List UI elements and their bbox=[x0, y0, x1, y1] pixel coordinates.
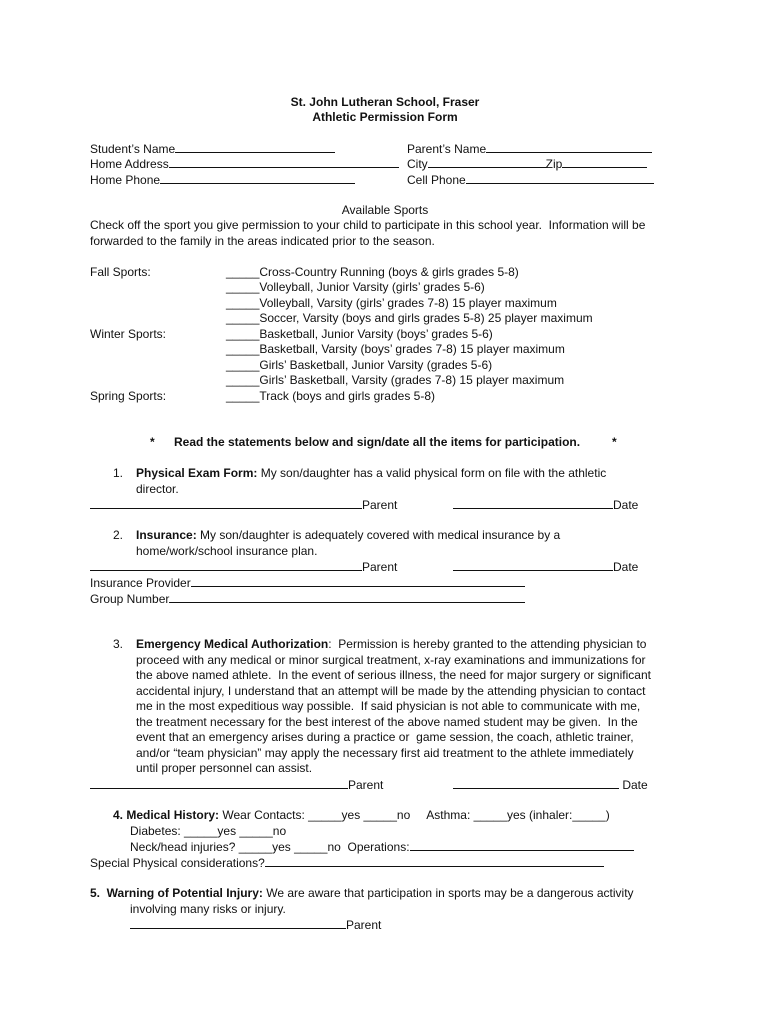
statement-1-line1: Physical Exam Form: My son/daughter has a valid physical form on file with the athletic bbox=[136, 466, 607, 480]
statement-1-title: Physical Exam Form: bbox=[136, 466, 258, 480]
statement-4-line4: Special Physical considerations? bbox=[90, 855, 604, 870]
zip-label: Zip bbox=[545, 157, 563, 171]
instruction-star-right: * bbox=[612, 435, 617, 449]
date-field-2[interactable] bbox=[453, 559, 613, 571]
statement-4-line3: Neck/head injuries? _____yes _____no Operations: bbox=[130, 839, 634, 854]
sport-item-basketball-jv[interactable]: _____Basketball, Junior Varsity (boys’ grades 5-6) bbox=[226, 327, 493, 341]
statement-5-line1: 5. Warning of Potential Injury: We are aware that participation in sports may be a dangerous activity bbox=[90, 886, 634, 900]
home-phone-row bbox=[90, 172, 355, 187]
home-address-field[interactable] bbox=[169, 156, 399, 168]
date-field-1[interactable] bbox=[453, 497, 613, 509]
group-number-label: Group Number bbox=[90, 592, 170, 606]
parent-label-1: Parent bbox=[362, 498, 398, 512]
statement-2-signature-row bbox=[90, 559, 397, 574]
spring-sports-label: Spring Sports: bbox=[90, 389, 167, 403]
statement-3-line6: the treatment necessary for the best interest of the above named student may be given. In the bbox=[136, 715, 638, 729]
statement-3-date-row bbox=[453, 777, 648, 792]
statement-3-line4: accidental injury, I understand that an attempt will be made by the attending physician to contact bbox=[136, 684, 646, 698]
parent-signature-field-3[interactable] bbox=[90, 777, 348, 789]
zip-field[interactable] bbox=[562, 156, 647, 168]
statement-3-line8: and/or “team physician” may apply the necessary first aid treatment to the athlete immediately bbox=[136, 746, 634, 760]
sports-intro-line1: Check off the sport you give permission to your child to participate in this school year. Information will be bbox=[90, 218, 646, 232]
student-name-row bbox=[90, 141, 335, 156]
home-phone-field[interactable] bbox=[160, 172, 355, 184]
sports-intro-line2: forwarded to the family in the areas indicated prior to the season. bbox=[90, 234, 435, 248]
city-field[interactable] bbox=[428, 156, 546, 168]
sport-item-cross-country[interactable]: _____Cross-Country Running (boys & girls grades 5-8) bbox=[226, 265, 519, 279]
statement-2-date-row bbox=[453, 559, 638, 574]
sport-item-soccer[interactable]: _____Soccer, Varsity (boys and girls grades 5-8) 25 player maximum bbox=[226, 311, 593, 325]
group-number-row bbox=[90, 591, 525, 606]
school-name: St. John Lutheran School, Fraser bbox=[290, 95, 480, 109]
winter-sports-label: Winter Sports: bbox=[90, 327, 167, 341]
date-label-1: Date bbox=[613, 498, 639, 512]
student-name-label: Student’s Name bbox=[90, 142, 176, 156]
date-label-2: Date bbox=[613, 560, 639, 574]
available-sports-heading: Available Sports bbox=[341, 203, 429, 217]
statement-4-line1: 4. Medical History: Wear Contacts: _____yes _____no Asthma: _____yes (inhaler:_____) bbox=[113, 808, 610, 822]
statement-3-signature-row bbox=[90, 777, 383, 792]
parent-label-5: Parent bbox=[346, 918, 382, 932]
insurance-provider-row bbox=[90, 575, 525, 590]
home-address-label: Home Address bbox=[90, 157, 169, 171]
statement-2-title: Insurance: bbox=[136, 528, 197, 542]
statement-3-line9: until proper personnel can assist. bbox=[136, 761, 313, 775]
statement-2-line1: Insurance: My son/daughter is adequately covered with medical insurance by a bbox=[136, 528, 561, 542]
sport-item-girls-basketball-jv[interactable]: _____Girls’ Basketball, Junior Varsity (grades 5-6) bbox=[226, 358, 493, 372]
statement-2-number: 2. bbox=[113, 528, 124, 542]
statement-1-date-row bbox=[453, 497, 638, 512]
home-address-row bbox=[90, 156, 399, 171]
sport-item-volleyball-varsity[interactable]: _____Volleyball, Varsity (girls’ grades 7-8) 15 player maximum bbox=[226, 296, 557, 310]
statement-3-line2: proceed with any medical or minor surgical treatment, x-ray examinations and immunizations for bbox=[136, 653, 646, 667]
insurance-provider-label: Insurance Provider bbox=[90, 576, 191, 590]
statement-4-line2: Diabetes: _____yes _____no bbox=[130, 824, 287, 838]
operations-field[interactable] bbox=[410, 839, 634, 851]
statement-5-title: 5. Warning of Potential Injury: bbox=[90, 886, 263, 900]
cell-phone-field[interactable] bbox=[466, 172, 654, 184]
sport-item-girls-basketball-varsity[interactable]: _____Girls’ Basketball, Varsity (grades 7-8) 15 player maximum bbox=[226, 373, 565, 387]
parent-signature-field-5[interactable] bbox=[130, 917, 346, 929]
parent-signature-field-2[interactable] bbox=[90, 559, 362, 571]
parent-name-row bbox=[407, 141, 652, 156]
parent-label-3: Parent bbox=[348, 778, 384, 792]
statement-3-title: Emergency Medical Authorization bbox=[136, 637, 329, 651]
city-label: City bbox=[407, 157, 428, 171]
parent-label-2: Parent bbox=[362, 560, 398, 574]
instruction-text: Read the statements below and sign/date all the items for participation. bbox=[174, 435, 581, 449]
statement-1-signature-row bbox=[90, 497, 397, 512]
city-zip-row bbox=[407, 156, 647, 171]
sport-item-basketball-varsity[interactable]: _____Basketball, Varsity (boys’ grades 7-8) 15 player maximum bbox=[226, 342, 565, 356]
statement-4-title: 4. Medical History: bbox=[113, 808, 220, 822]
group-number-field[interactable] bbox=[169, 591, 525, 603]
date-field-3[interactable] bbox=[453, 777, 619, 789]
sport-item-track[interactable]: _____Track (boys and girls grades 5-8) bbox=[226, 389, 435, 403]
statement-3-line1: Emergency Medical Authorization: Permission is hereby granted to the attending physician to bbox=[136, 637, 647, 651]
parent-name-field[interactable] bbox=[486, 141, 652, 153]
statement-3-line3: the above named athlete. In the event of serious illness, the need for major surgery or significant bbox=[136, 668, 651, 682]
parent-signature-field-1[interactable] bbox=[90, 497, 362, 509]
statement-5-line2: involving many risks or injury. bbox=[130, 902, 286, 916]
statement-2-line2: home/work/school insurance plan. bbox=[136, 544, 318, 558]
parent-name-label: Parent’s Name bbox=[407, 142, 487, 156]
statement-5-signature-row bbox=[130, 917, 381, 932]
cell-phone-row bbox=[407, 172, 654, 187]
statement-1-line2: director. bbox=[136, 482, 179, 496]
statement-3-number: 3. bbox=[113, 637, 124, 651]
date-label-3: Date bbox=[622, 778, 648, 792]
home-phone-label: Home Phone bbox=[90, 173, 161, 187]
statement-3-line5: me in the most expeditious way possible. If said physician is not able to communicate with me, bbox=[136, 699, 641, 713]
sport-item-volleyball-jv[interactable]: _____Volleyball, Junior Varsity (girls’ grades 5-6) bbox=[226, 280, 485, 294]
statement-3-line7: event that an emergency arises during a practice or game session, the coach, athletic trainer, bbox=[136, 730, 634, 744]
special-considerations-field[interactable] bbox=[265, 855, 604, 867]
form-title: Athletic Permission Form bbox=[312, 110, 458, 124]
student-name-field[interactable] bbox=[175, 141, 335, 153]
insurance-provider-field[interactable] bbox=[191, 575, 525, 587]
fall-sports-label: Fall Sports: bbox=[90, 265, 151, 279]
statement-1-number: 1. bbox=[113, 466, 124, 480]
cell-phone-label: Cell Phone bbox=[407, 173, 466, 187]
instruction-star-left: * bbox=[150, 435, 155, 449]
